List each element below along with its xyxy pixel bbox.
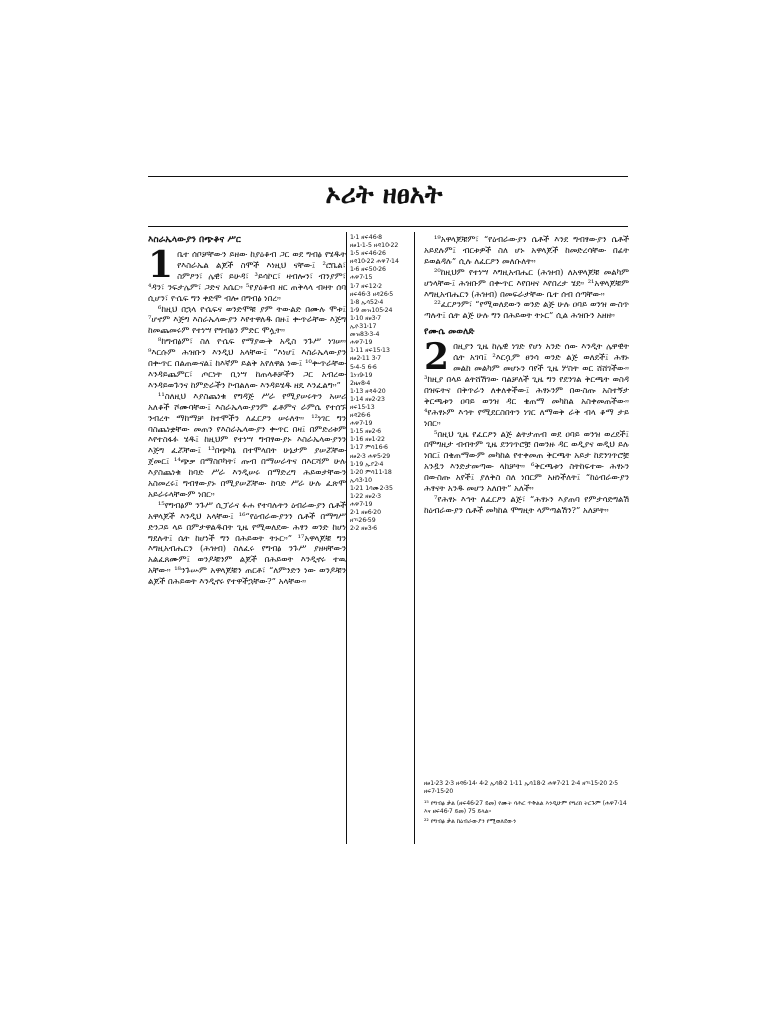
cross-reference: 1፡5 ዘፍ46፡26 xyxy=(350,250,386,258)
verse-paragraph: ¹¹ስለዚህ እያስጨነቁ የግዳጅ ሥራ የሚያሠሩትን አሠሪ አለቆች ሾሙባቸው፤ እስራኤላውያንም ፊቶምና ራምሴ የተሰኙ ንብረት ማከማቻ ከተሞችን ለፈርዖን ሠሩለት። ¹²ነገር ግን ባስጨነቋቸው መጠን የእስራኤላውያን ቍጥር በዛ፤ በምድሪቱም እየተስፋፉ ሄዱ፤ ከዚህም የተነሣ ግብፃውያኑ እስራኤላውያንን እጅግ ፈሯቸው፤ ¹³በጭካኔ በተሞላበት ሁኔታም ያሠሯቸው ጀመር፤ ¹⁴ጭቃ በማስቦካት፣ ጡብ በማሠራትና በእርሻም ሁሉ እያስጨነቁ ከባድ ሥራ እንዲሠሩ በማድረግ ሕይወታቸውን አስመረሩ፤ ግብፃውያኑ በሚያሠሯቸው ከባድ ሥራ ሁሉ ፈጽሞ አይራሩላቸውም ነበር። xyxy=(148,390,346,499)
verse-paragraph: በዚያን ጊዜ ከሌዊ ነገድ የሆነ አንድ ሰው እንዲት ሌዋዊት ሴት አገባ፤ ²እርሷም ፀንሳ ወንድ ልጅ ወለደች፤ ሕፃኑ መልከ መልካም መሆኑን ባየች ጊዜ ሦስት ወር ሸሸገችው። ³ከዚያ በላይ ልትሸሽገው ባልቻለች ጊዜ ግን የደንገል ቅርጫት ወስዳ በዝፍትና በቅጥራን ለቀለቀችው፤ ሕፃኑንም በውስጡ አስተኝታ ቅርጫቱን ዐባይ ወንዝ ዳር ቄጠማ መካከል አስቀመጠችው። ⁴የሕፃኑም እኅት የሚደርስበትን ነገር ለማወቅ ራቅ ብላ ቆማ ታይ ነበር። xyxy=(424,341,629,428)
title-rule xyxy=(148,226,628,227)
cross-reference: 2ዜና8፡4 xyxy=(350,379,371,387)
cross-reference: 2፡1 ዘፀ6፡20 xyxy=(350,509,382,517)
left-text-column xyxy=(148,234,346,834)
cross-reference: 1፡9 መዝ105፡24 xyxy=(350,306,393,314)
cross-reference: ዘዳ26፡6 xyxy=(350,412,371,420)
cross-reference: 1፡10 ዘፀ3፡7 xyxy=(350,314,382,322)
verse-paragraph: ⁸ከግብፅም፣ ስለ ዮሴፍ የማያውቅ አዲስ ንጉሥ ነገሠ። ⁹እርሱም ሕዝቡን እንዲህ አላቸው፤ “እነሆ፤ እስራኤላውያን በቍጥር በልጠውናል፤ ከእኛም ይልቅ አየለዋል ነው፤ ¹⁰ቍጥራቸው እንዳይጨምር፣ ጦርነት ቢነሣ ከጠላቶቻችን ጋር አብረው እንዳይወጉንና ከምድራችን ኮብልለው እንዳይሄዱ ዘዴ እንፈልግ።” xyxy=(148,336,346,390)
cross-reference: ዘፍ46፡3 ዘዳ26፡5 xyxy=(350,290,394,298)
verse-paragraph: ¹⁹አዋላጆቹም፣ “የዕብራውያን ሴቶች እንደ ግብፃውያን ሴቶች አይደሉም፤ ብርቱዎች ስለ ሆኑ አዋላጆች ከመድረሳቸው በፊት ይወልዳሉ” ሲሉ ለፈርዖን መለሱለት። xyxy=(424,234,629,266)
footnote: ²² የግብፅ ቃል ከዕብራውያን የሚወለደውን xyxy=(424,818,517,825)
verse-paragraph: ቤተ ሰቦቻቸውን ይዘው ከያዕቆብ ጋር ወደ ግብፅ የሄዱት የእስራኤል ልጆች ስሞች እነዚህ ናቸው፤ ²ሮቤል፣ ስምዖን፣ ሌዊ፣ ይሁዳ፣ ³ይሳኮር፣ ዛብሎን፣ ብንያም፣ ⁴ዳን፣ ንፍታሌም፣ ጋድና አሴር። ⁵የያዕቆብ ዘር ጠቅላላ ብዛት ሰባ ሲሆን፣ ዮሴፍ ግን ቀድሞ ብሎ በግብፅ ነበረ። xyxy=(148,249,346,303)
column-divider-left xyxy=(346,232,347,844)
column-divider-right xyxy=(414,232,415,844)
cross-reference: 1፡6 ዘፍ50፡26 xyxy=(350,266,386,274)
verse-paragraph: ⁷የሕፃኑ እኅት ለፈርዖን ልጅ፣ “ሕፃኑን እያጠባ የምታሳድግልሽ ከዕብራውያን ሴቶች መካከል ሞግዚት ላምጣልሽን?” አለቻት። xyxy=(424,493,629,515)
cross-reference: ሐዋ7፡19 xyxy=(350,501,373,509)
cross-reference: ዘኍ26፡59 xyxy=(350,517,376,525)
cross-reference: ዘፀ1፡1-5 ዘዳ10፡22 xyxy=(350,242,399,250)
top-rule xyxy=(148,176,628,177)
cross-reference: 1፡15 ዘፀ2፡6 xyxy=(350,428,382,436)
cross-reference: 1፡13 ዘዳ4፡20 xyxy=(350,387,386,395)
cross-reference: 1፡19 ኢያ2፡4 xyxy=(350,460,384,468)
cross-reference: ኢዮ31፡17 xyxy=(350,323,377,331)
cross-reference: ኢሳ3፡10 xyxy=(350,476,373,484)
cross-reference: ዘፍ15፡13 xyxy=(350,403,375,411)
cross-reference: መዝ83፡3-4 xyxy=(350,331,380,339)
verse-paragraph: ²⁰ከዚህም የተነሣ እግዚአብሔር (ሕዝብ) ለአዋላጆቹ መልካም ሆነላቸው፤ ሕዝቡም በቍጥር እየበዛና እየበረታ ሄደ። ²¹አዋላጆቹም እግዚአብሔርን (ሕዝብ) በመፍራታቸው ቤተ ሰብ ሰጣቸው። xyxy=(424,266,629,299)
cross-reference: 1፡20 ምሳ11፡18 xyxy=(350,468,392,476)
cross-reference: 1፡7 ዘፍ12፡2 xyxy=(350,282,383,290)
cross-reference-column xyxy=(350,234,408,834)
cross-reference: 5፡4-5 6፡6 xyxy=(350,363,377,371)
footnotes xyxy=(424,780,629,828)
footnote-cross-references: ዘፀ1፡23 2፡3 ዘዳ6፡14፡ 4፡2 ኢሳ8፡2 1፡11 ኢሳ18፡2 ሐዋ7፡21 2፡4 ዘኍ15፡20 2፡5 ዘፍ7፡15፡20 xyxy=(424,780,619,795)
verse-paragraph: ⁶ከዚህ በኋላ ዮሴፍና ወንድሞቹ ያም ትውልድ በሙሉ ሞቱ፤ ⁷ሆኖም እጅግ እስራኤላውያን እየተዋለዱ በዙ፤ ቍጥራቸው እጅግ ከመጨመሩም የተነሣ የግብፅን ምድር ሞሏት። xyxy=(148,303,346,336)
cross-reference: ዘፀ2፡11 3፡7 xyxy=(350,355,382,363)
cross-reference: 1፡14 ዘፀ2፡23 xyxy=(350,395,385,403)
cross-reference: 1፡21 1ሳሙ2፡35 xyxy=(350,484,393,492)
verse-paragraph: ¹⁵የግብፅም ንጉሥ ሲፓራና ፉሐ የተባሉትን ዕብራውያን ሴቶች አዋላጆች እንዲህ አላቸው፤ ¹⁶“የዕብራውያንን ሴቶች በማግሥ ድንጋይ ላይ በምታዋልዱበት ጊዜ የሚወለደው ሕፃን ወንድ ከሆነ ግደሉት፤ ሴት ከሆነች ግን በሕይወት ትኑር።” ¹⁷አዋላጆቹ ግን እግዚአብሔርን (ሕዝብ) ስለፈሩ የግብፅ ንጉሥ ያዘዛቸውን አልፈጸሙም፤ ወንዶቹንም ልጆች በሕይወት እንዲኖሩ ተዉ አቸው። ¹⁸ንጉሡም አዋላጆቹን ጠርቶ፣ “ለምንድን ነው ወንዶቹን ልጆች በሕይወት እንዲኖሩ የተዋችኋቸው?” አላቸው። xyxy=(148,499,346,587)
cross-reference: ሐዋ7፡15 xyxy=(350,274,373,282)
right-text-column xyxy=(424,234,629,834)
cross-reference: 1፡8 ኢሳ52፡4 xyxy=(350,298,384,306)
footnote: ¹⁵ የግብፅ ቃል (ዘፍ46፡27 ይመ) የሙት ባሕር ጥቅልል እንዲሁም የግሪክ ትርጉም (ሐዋ7፡14 እና ዘፍ46፡7 ይመ) 75 ይላል። xyxy=(424,800,627,815)
cross-reference: 1፡1 ዘፍ46፡8 xyxy=(350,234,383,241)
chapter-number-2: 2 xyxy=(424,336,450,379)
cross-reference: 1፡11 ዘፍ15፡13 xyxy=(350,347,390,355)
verse-paragraph: ²²ፈርዖንም፣ “የሚወለደውን ወንድ ልጅ ሁሉ ዐባይ ወንዝ ውስጥ ጣሉት፤ ሴት ልጅ ሁሉ ግን በሕይወት ትኑር” ሲል ሕዝቡን አዘዘ። xyxy=(424,299,629,321)
cross-reference: 1ነገ9፡19 xyxy=(350,371,373,379)
cross-reference: 1፡22 ዘፀ2፡3 xyxy=(350,493,382,500)
cross-reference: ዘፀ2፡3 ሐዋ5፡29 xyxy=(350,452,391,460)
chapter-number-1: 1 xyxy=(148,244,174,286)
section-heading-oppression: እስራኤላውያን በጭቆና ሥር xyxy=(148,235,241,245)
cross-reference: 1፡17 ምሳ16፡6 xyxy=(350,444,388,452)
book-title: ኦሪት ዘፀአት xyxy=(325,180,443,210)
cross-reference: 2፡2 ዘፀ3፡6 xyxy=(350,525,378,533)
cross-reference: ሐዋ7፡19 xyxy=(350,339,373,347)
cross-reference: ሐዋ7፡19 xyxy=(350,420,373,428)
section-heading-birth-of-moses: የሙሴ መወለድ xyxy=(424,327,475,338)
cross-reference: ዘዳ10፡22 ሐዋ7፡14 xyxy=(350,258,399,266)
verse-paragraph: ⁵በዚህ ጊዜ የፈርዖን ልጅ ልትታጠብ ወደ ዐባይ ወንዝ ወረደች፤ በሞግዚታ ብብትም ጊዜ ደንገጥሮቿ በወንዙ ዳር ወዲያና ወዲህ ይሉ ነበር፤ በቄጠማውም መካከል የተቀመጠ ቅርጫት አይታ ከደንገጥሮቿ አንዷን እንድታመጣው ላከቻት። ⁶ቅርጫቱን ስትከፍተው ሕፃኑን በውስጡ አየች፤ ያለቅስ ስለ ነበርም አዘነችለት፤ “ከዕብራውያን ሕፃናት አንዱ መሆን አለበት” አለች። xyxy=(424,428,629,494)
cross-reference: 1፡16 ዘፀ1፡22 xyxy=(350,436,385,444)
